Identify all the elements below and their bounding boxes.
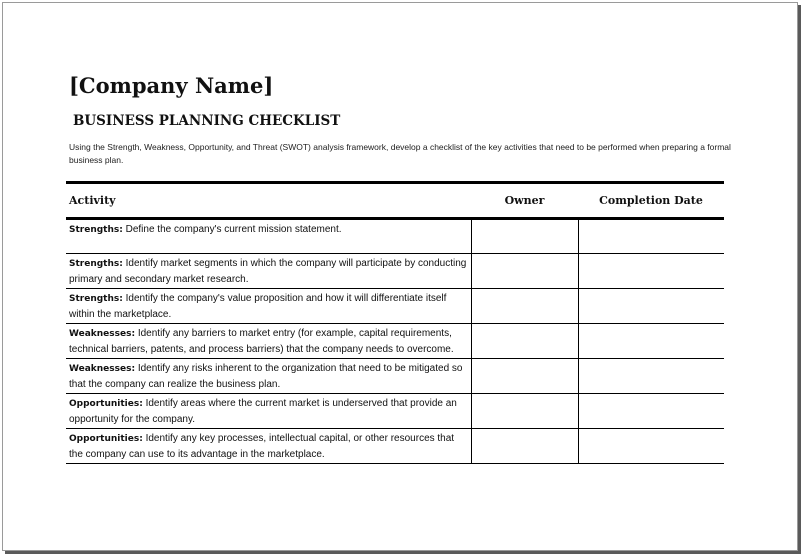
- completion-date-cell[interactable]: [578, 324, 724, 359]
- table-row: [66, 219, 724, 254]
- owner-cell[interactable]: [471, 429, 578, 464]
- activity-cell[interactable]: [66, 359, 471, 394]
- owner-cell[interactable]: [471, 324, 578, 359]
- activity-text: Identify areas where the current market is underserved that provide an opportunity for the company.: [69, 398, 457, 425]
- owner-cell[interactable]: [471, 359, 578, 394]
- activity-category: Strengths:: [69, 225, 123, 235]
- activity-text: Identify any barriers to market entry (for example, capital requirements, technical barriers, patents, and process barriers) that the company needs to overcome.: [69, 328, 454, 355]
- intro-paragraph: Using the Strength, Weakness, Opportunity, and Threat (SWOT) analysis framework, develop a checklist of the key activities that need to be performed when preparing a formal business plan.: [69, 142, 731, 165]
- activity-text: Identify the company's value proposition and how it will differentiate itself within the marketplace.: [69, 293, 447, 320]
- column-header-activity: Activity: [66, 183, 471, 219]
- document-page: [2, 2, 798, 551]
- document-title: BUSINESS PLANNING CHECKLIST: [73, 113, 341, 129]
- activity-cell[interactable]: [66, 289, 471, 324]
- owner-cell[interactable]: [471, 219, 578, 254]
- company-name[interactable]: [Company Name]: [69, 73, 274, 98]
- activity-text: Identify any key processes, intellectual capital, or other resources that the company can use to its advantage in the marketplace.: [69, 433, 455, 460]
- completion-date-cell[interactable]: [578, 359, 724, 394]
- column-header-owner: Owner: [471, 183, 578, 219]
- activity-category: Strengths:: [69, 294, 123, 304]
- table-row: [66, 254, 724, 289]
- activity-text: Identify market segments in which the company will participate by conducting primary and secondary market research.: [69, 258, 467, 285]
- owner-cell[interactable]: [471, 394, 578, 429]
- table-row: [66, 324, 724, 359]
- table-row: [66, 429, 724, 464]
- table-row: [66, 359, 724, 394]
- completion-date-cell[interactable]: [578, 429, 724, 464]
- completion-date-cell[interactable]: [578, 394, 724, 429]
- activity-category: Opportunities:: [69, 434, 143, 444]
- activity-category: Strengths:: [69, 259, 123, 269]
- owner-cell[interactable]: [471, 254, 578, 289]
- header-row: [66, 183, 724, 219]
- checklist-table: [66, 181, 724, 464]
- table-row: [66, 394, 724, 429]
- activity-cell[interactable]: [66, 219, 471, 254]
- activity-text: Identify any risks inherent to the organization that need to be mitigated so that the company can realize the business plan.: [69, 363, 463, 390]
- activity-cell[interactable]: [66, 429, 471, 464]
- owner-cell[interactable]: [471, 289, 578, 324]
- completion-date-cell[interactable]: [578, 254, 724, 289]
- activity-cell[interactable]: [66, 254, 471, 289]
- completion-date-cell[interactable]: [578, 219, 724, 254]
- column-header-completion-date: Completion Date: [578, 183, 724, 219]
- completion-date-cell[interactable]: [578, 289, 724, 324]
- activity-text: Define the company's current mission statement.: [122, 224, 342, 235]
- activity-cell[interactable]: [66, 324, 471, 359]
- activity-category: Weaknesses:: [69, 329, 136, 339]
- table-row: [66, 289, 724, 324]
- activity-cell[interactable]: [66, 394, 471, 429]
- activity-category: Weaknesses:: [69, 364, 136, 374]
- activity-category: Opportunities:: [69, 399, 143, 409]
